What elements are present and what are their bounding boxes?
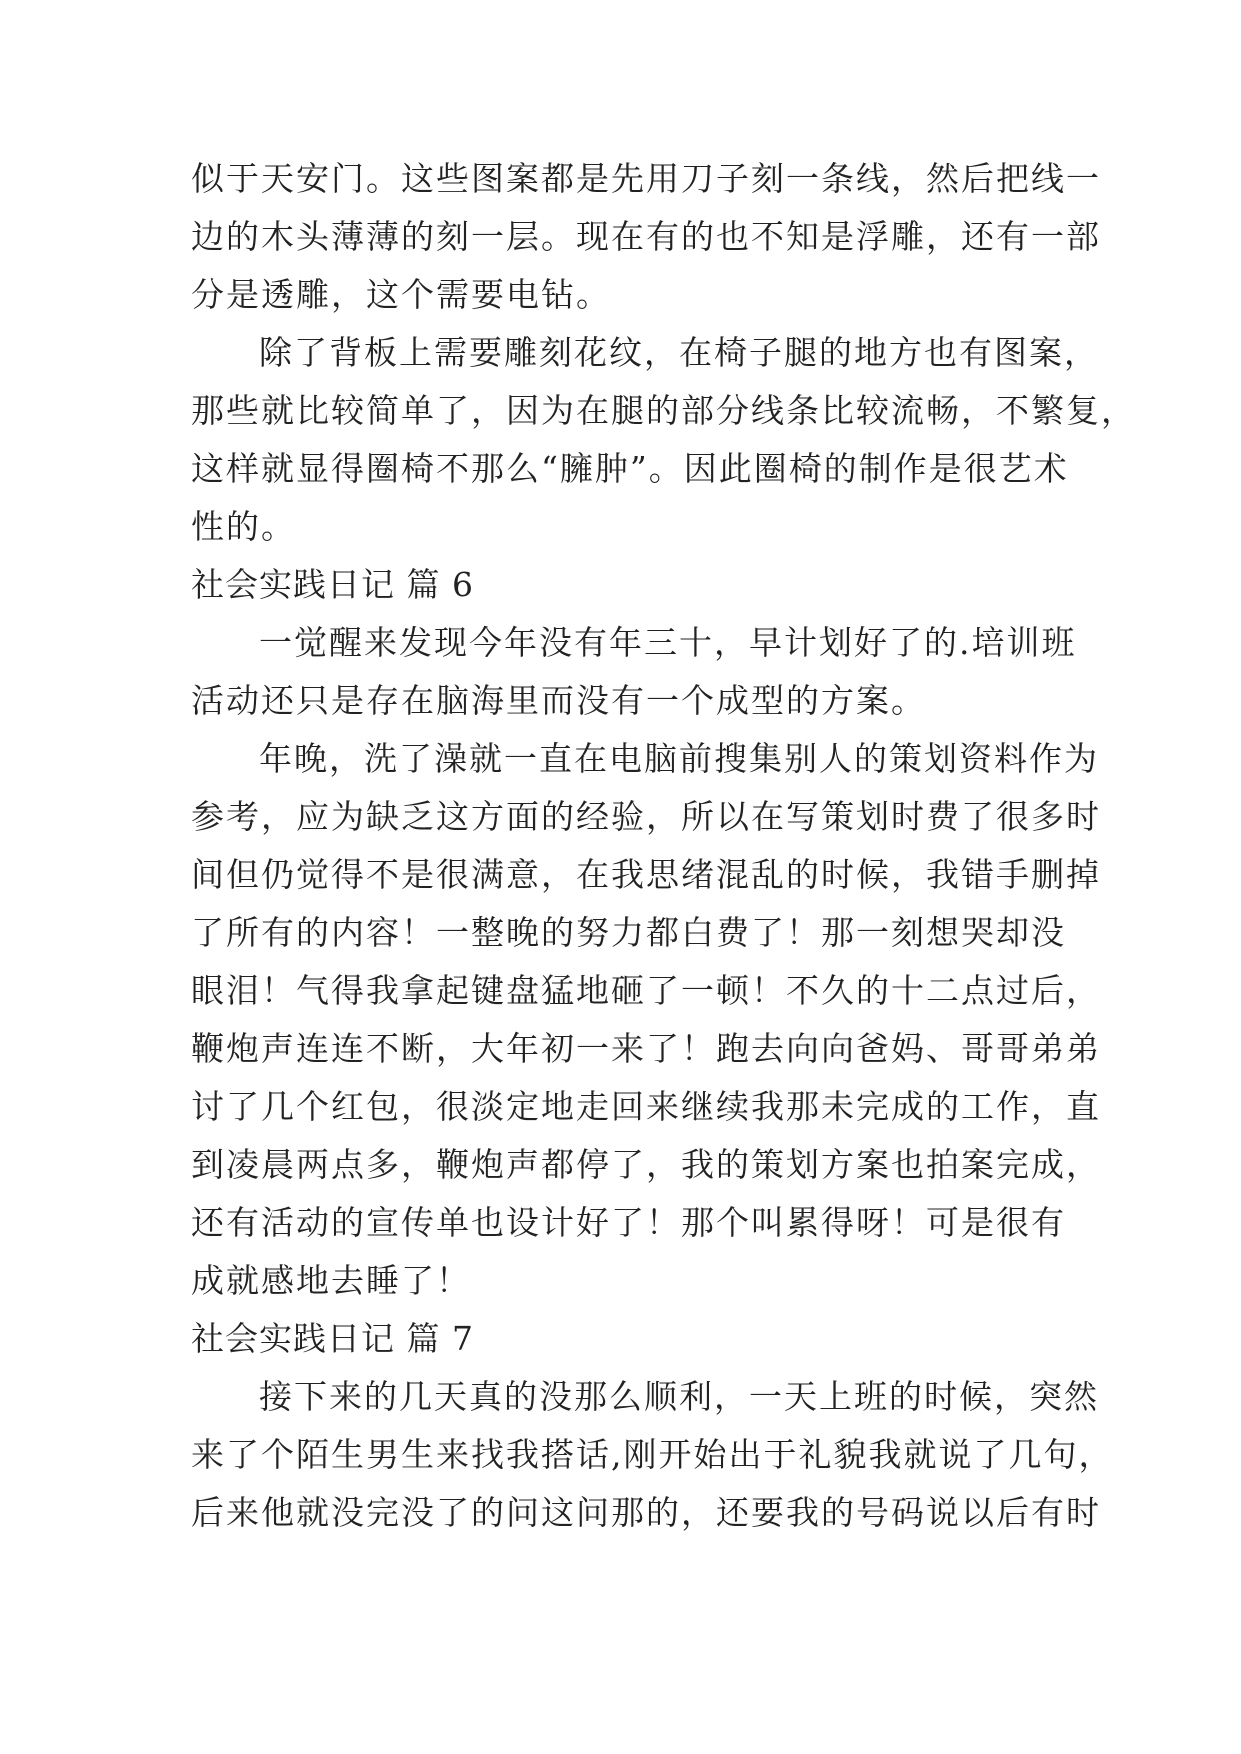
text-line: 那些就比较简单了，因为在腿的部分线条比较流畅，不繁复， [191, 391, 1136, 430]
text-line: 鞭炮声连连不断，大年初一来了！跑去向向爸妈、哥哥弟弟 [191, 1029, 1101, 1068]
text-line: 讨了几个红包，很淡定地走回来继续我那未完成的工作，直 [191, 1087, 1101, 1126]
text-line: 间但仍觉得不是很满意，在我思绪混乱的时候，我错手删掉 [191, 855, 1101, 894]
section-heading-7: 社会实践日记 篇 7 [191, 1319, 474, 1358]
paragraph [191, 1368, 1114, 1542]
text-line: 眼泪！气得我拿起键盘猛地砸了一顿！不久的十二点过后， [191, 971, 1101, 1010]
text-line: 似于天安门。这些图案都是先用刀子刻一条线，然后把线一 [191, 159, 1101, 198]
section-heading-6: 社会实践日记 篇 6 [191, 565, 474, 604]
paragraph [191, 324, 1136, 556]
text-line: 这样就显得圈椅不那么“臃肿”。因此圈椅的制作是很艺术 [191, 449, 1069, 488]
text-line: 除了背板上需要雕刻花纹，在椅子腿的地方也有图案， [259, 333, 1099, 372]
paragraph [191, 150, 1101, 324]
text-line: 分是透雕，这个需要电钻。 [191, 275, 611, 314]
text-line: 年晚，洗了澡就一直在电脑前搜集别人的策划资料作为 [259, 739, 1099, 778]
document-body [191, 150, 1136, 1542]
text-line: 来了个陌生男生来找我搭话,刚开始出于礼貌我就说了几句， [191, 1435, 1114, 1474]
paragraph [191, 730, 1101, 1310]
paragraph [191, 614, 1077, 730]
text-line: 边的木头薄薄的刻一层。现在有的也不知是浮雕，还有一部 [191, 217, 1101, 256]
text-line: 后来他就没完没了的问这问那的，还要我的号码说以后有时 [191, 1493, 1101, 1532]
text-line: 接下来的几天真的没那么顺利，一天上班的时候，突然 [259, 1377, 1099, 1416]
text-line: 一觉醒来发现今年没有年三十，早计划好了的.培训班 [259, 623, 1077, 662]
text-line: 了所有的内容！一整晚的努力都白费了！那一刻想哭却没 [191, 913, 1066, 952]
text-line: 到凌晨两点多，鞭炮声都停了，我的策划方案也拍案完成， [191, 1145, 1101, 1184]
text-line: 成就感地去睡了！ [191, 1261, 471, 1300]
text-line: 活动还只是存在脑海里而没有一个成型的方案。 [191, 681, 926, 720]
text-line: 还有活动的宣传单也设计好了！那个叫累得呀！可是很有 [191, 1203, 1066, 1242]
text-line: 性的。 [191, 507, 296, 546]
text-line: 参考，应为缺乏这方面的经验，所以在写策划时费了很多时 [191, 797, 1101, 836]
